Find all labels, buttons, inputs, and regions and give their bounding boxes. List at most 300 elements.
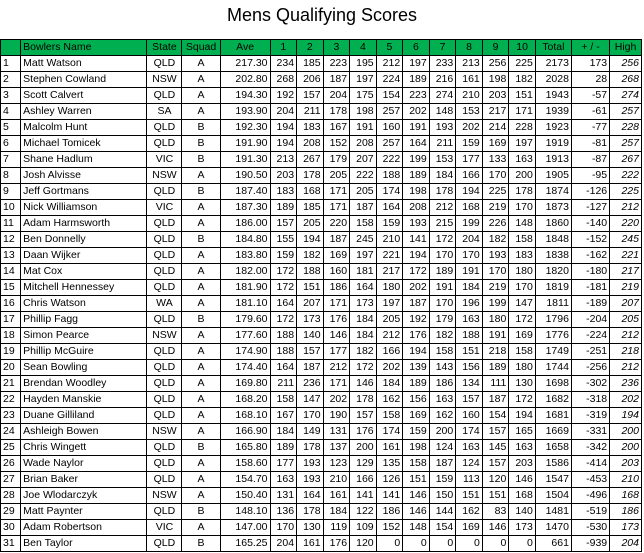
cell-state: QLD <box>147 280 182 296</box>
cell-plus-minus: -414 <box>571 456 609 472</box>
cell-game-3: 171 <box>323 200 350 216</box>
cell-average: 194.30 <box>220 88 270 104</box>
cell-game-5: 174 <box>376 184 403 200</box>
cell-plus-minus: -61 <box>571 104 609 120</box>
cell-game-10: 197 <box>509 136 536 152</box>
cell-game-7: 216 <box>429 72 456 88</box>
cell-average: 174.40 <box>220 360 270 376</box>
cell-game-4: 187 <box>350 200 377 216</box>
cell-game-7: 148 <box>429 104 456 120</box>
cell-plus-minus: -189 <box>571 296 609 312</box>
table-row <box>1 488 642 504</box>
cell-game-5: 224 <box>376 72 403 88</box>
cell-game-6: 202 <box>403 280 430 296</box>
cell-game-2: 173 <box>297 312 324 328</box>
cell-rank: 13 <box>1 248 21 264</box>
cell-game-9: 225 <box>482 184 509 200</box>
cell-average: 184.80 <box>220 232 270 248</box>
cell-rank: 21 <box>1 376 21 392</box>
cell-game-7: 212 <box>429 200 456 216</box>
table-row <box>1 168 642 184</box>
column-header-game-3: 3 <box>323 40 350 56</box>
cell-game-1: 136 <box>270 504 297 520</box>
cell-state: QLD <box>147 120 182 136</box>
cell-squad: A <box>182 264 220 280</box>
cell-bowlers-name: Brendan Woodley <box>21 376 147 392</box>
cell-game-8: 113 <box>456 472 483 488</box>
cell-game-1: 164 <box>270 296 297 312</box>
cell-high: 204 <box>610 536 642 552</box>
cell-game-2: 130 <box>297 520 324 536</box>
cell-average: 158.60 <box>220 456 270 472</box>
cell-high: 200 <box>610 440 642 456</box>
cell-game-6: 189 <box>403 376 430 392</box>
column-header-state: State <box>147 40 182 56</box>
cell-high: 212 <box>610 328 642 344</box>
cell-total: 1939 <box>535 104 571 120</box>
cell-state: QLD <box>147 472 182 488</box>
cell-game-9: 203 <box>482 88 509 104</box>
cell-average: 191.30 <box>220 152 270 168</box>
table-row <box>1 536 642 552</box>
cell-game-3: 131 <box>323 424 350 440</box>
cell-rank: 9 <box>1 184 21 200</box>
cell-game-1: 194 <box>270 120 297 136</box>
cell-game-8: 204 <box>456 232 483 248</box>
cell-total: 1919 <box>535 136 571 152</box>
cell-plus-minus: -530 <box>571 520 609 536</box>
cell-total: 1874 <box>535 184 571 200</box>
cell-game-3: 186 <box>323 280 350 296</box>
cell-average: 168.10 <box>220 408 270 424</box>
column-header-game-4: 4 <box>350 40 377 56</box>
cell-rank: 18 <box>1 328 21 344</box>
cell-high: 225 <box>610 184 642 200</box>
cell-game-4: 173 <box>350 296 377 312</box>
cell-rank: 30 <box>1 520 21 536</box>
cell-game-6: 139 <box>403 360 430 376</box>
cell-game-9: 189 <box>482 360 509 376</box>
cell-high: 200 <box>610 424 642 440</box>
cell-average: 166.90 <box>220 424 270 440</box>
cell-game-4: 172 <box>350 360 377 376</box>
cell-game-7: 274 <box>429 88 456 104</box>
cell-squad: B <box>182 232 220 248</box>
cell-rank: 7 <box>1 152 21 168</box>
cell-bowlers-name: Simon Pearce <box>21 328 147 344</box>
column-header-bowlers-name: Bowlers Name <box>21 40 147 56</box>
cell-game-9: 146 <box>482 520 509 536</box>
cell-game-10: 194 <box>509 408 536 424</box>
cell-game-6: 159 <box>403 424 430 440</box>
cell-game-2: 185 <box>297 200 324 216</box>
cell-game-2: 157 <box>297 88 324 104</box>
cell-game-2: 205 <box>297 216 324 232</box>
cell-game-3: 184 <box>323 504 350 520</box>
cell-game-1: 131 <box>270 488 297 504</box>
cell-game-7: 200 <box>429 424 456 440</box>
cell-total: 1819 <box>535 280 571 296</box>
cell-game-7: 162 <box>429 408 456 424</box>
cell-game-6: 189 <box>403 168 430 184</box>
column-header-game-9: 9 <box>482 40 509 56</box>
cell-state: QLD <box>147 136 182 152</box>
cell-game-1: 204 <box>270 104 297 120</box>
cell-rank: 14 <box>1 264 21 280</box>
cell-average: 181.10 <box>220 296 270 312</box>
cell-game-7: 187 <box>429 456 456 472</box>
cell-game-7: 0 <box>429 536 456 552</box>
cell-game-2: 188 <box>297 264 324 280</box>
cell-game-6: 0 <box>403 536 430 552</box>
cell-game-10: 168 <box>509 488 536 504</box>
cell-game-6: 156 <box>403 392 430 408</box>
cell-game-1: 157 <box>270 216 297 232</box>
cell-total: 1470 <box>535 520 571 536</box>
cell-game-7: 184 <box>429 168 456 184</box>
cell-game-9: 191 <box>482 328 509 344</box>
cell-game-3: 210 <box>323 472 350 488</box>
cell-game-9: 256 <box>482 56 509 72</box>
cell-game-2: 161 <box>297 536 324 552</box>
cell-state: QLD <box>147 360 182 376</box>
cell-game-1: 189 <box>270 440 297 456</box>
cell-game-3: 187 <box>323 232 350 248</box>
cell-game-10: 172 <box>509 312 536 328</box>
cell-game-4: 207 <box>350 152 377 168</box>
cell-game-6: 194 <box>403 344 430 360</box>
cell-average: 217.30 <box>220 56 270 72</box>
cell-game-8: 166 <box>456 168 483 184</box>
cell-rank: 11 <box>1 216 21 232</box>
cell-average: 191.90 <box>220 136 270 152</box>
cell-game-5: 166 <box>376 344 403 360</box>
cell-bowlers-name: Shane Hadlum <box>21 152 147 168</box>
cell-total: 1943 <box>535 88 571 104</box>
cell-bowlers-name: Michael Tomicek <box>21 136 147 152</box>
cell-total: 1744 <box>535 360 571 376</box>
cell-game-2: 193 <box>297 472 324 488</box>
cell-game-5: 174 <box>376 424 403 440</box>
cell-game-4: 141 <box>350 488 377 504</box>
cell-total: 1669 <box>535 424 571 440</box>
cell-bowlers-name: Matt Watson <box>21 56 147 72</box>
table-row <box>1 104 642 120</box>
cell-high: 256 <box>610 56 642 72</box>
cell-total: 1860 <box>535 216 571 232</box>
cell-average: 169.80 <box>220 376 270 392</box>
cell-squad: B <box>182 136 220 152</box>
cell-game-5: 205 <box>376 312 403 328</box>
cell-game-1: 204 <box>270 536 297 552</box>
table-row <box>1 328 642 344</box>
cell-squad: A <box>182 216 220 232</box>
cell-squad: A <box>182 168 220 184</box>
cell-game-8: 170 <box>456 248 483 264</box>
cell-bowlers-name: Wade Naylor <box>21 456 147 472</box>
cell-total: 1481 <box>535 504 571 520</box>
cell-plus-minus: 28 <box>571 72 609 88</box>
cell-game-2: 194 <box>297 232 324 248</box>
cell-bowlers-name: Phillip Fagg <box>21 312 147 328</box>
cell-bowlers-name: Malcolm Hunt <box>21 120 147 136</box>
cell-game-5: 160 <box>376 120 403 136</box>
cell-squad: A <box>182 104 220 120</box>
cell-rank: 16 <box>1 296 21 312</box>
cell-game-4: 120 <box>350 536 377 552</box>
cell-game-7: 193 <box>429 120 456 136</box>
cell-game-10: 203 <box>509 456 536 472</box>
cell-game-1: 203 <box>270 168 297 184</box>
cell-average: 187.30 <box>220 200 270 216</box>
cell-total: 1923 <box>535 120 571 136</box>
cell-game-10: 228 <box>509 120 536 136</box>
cell-game-8: 196 <box>456 296 483 312</box>
cell-game-8: 184 <box>456 280 483 296</box>
cell-high: 228 <box>610 120 642 136</box>
cell-game-7: 163 <box>429 392 456 408</box>
page-title: Mens Qualifying Scores <box>226 5 418 25</box>
cell-game-3: 171 <box>323 376 350 392</box>
column-header-game-5: 5 <box>376 40 403 56</box>
table-row <box>1 200 642 216</box>
cell-average: 186.00 <box>220 216 270 232</box>
cell-game-4: 197 <box>350 72 377 88</box>
cell-game-4: 205 <box>350 184 377 200</box>
cell-rank: 27 <box>1 472 21 488</box>
cell-state: QLD <box>147 536 182 552</box>
table-row <box>1 88 642 104</box>
cell-game-2: 206 <box>297 72 324 88</box>
cell-game-9: 170 <box>482 168 509 184</box>
cell-game-6: 198 <box>403 184 430 200</box>
cell-game-7: 189 <box>429 264 456 280</box>
cell-state: VIC <box>147 520 182 536</box>
table-row <box>1 56 642 72</box>
cell-game-4: 157 <box>350 408 377 424</box>
cell-game-9: 218 <box>482 344 509 360</box>
cell-game-3: 137 <box>323 440 350 456</box>
column-header-game-7: 7 <box>429 40 456 56</box>
cell-total: 1848 <box>535 232 571 248</box>
cell-game-2: 140 <box>297 328 324 344</box>
cell-game-10: 200 <box>509 168 536 184</box>
cell-game-4: 200 <box>350 440 377 456</box>
cell-squad: A <box>182 376 220 392</box>
cell-game-8: 213 <box>456 56 483 72</box>
cell-game-1: 189 <box>270 200 297 216</box>
cell-game-4: 158 <box>350 216 377 232</box>
cell-state: QLD <box>147 88 182 104</box>
table-row <box>1 136 642 152</box>
cell-game-4: 222 <box>350 168 377 184</box>
cell-squad: B <box>182 440 220 456</box>
cell-state: VIC <box>147 200 182 216</box>
cell-game-7: 170 <box>429 296 456 312</box>
cell-average: 165.80 <box>220 440 270 456</box>
cell-game-10: 182 <box>509 72 536 88</box>
table-row <box>1 296 642 312</box>
cell-game-5: 197 <box>376 296 403 312</box>
cell-plus-minus: -204 <box>571 312 609 328</box>
cell-game-8: 156 <box>456 360 483 376</box>
cell-game-9: 226 <box>482 216 509 232</box>
cell-squad: A <box>182 200 220 216</box>
cell-average: 183.80 <box>220 248 270 264</box>
table-row <box>1 472 642 488</box>
cell-average: 147.00 <box>220 520 270 536</box>
table-row <box>1 504 642 520</box>
cell-total: 1796 <box>535 312 571 328</box>
table-row <box>1 440 642 456</box>
cell-rank: 15 <box>1 280 21 296</box>
cell-average: 202.80 <box>220 72 270 88</box>
cell-game-4: 109 <box>350 520 377 536</box>
cell-game-4: 245 <box>350 232 377 248</box>
cell-squad: A <box>182 88 220 104</box>
cell-game-6: 187 <box>403 296 430 312</box>
cell-game-9: 169 <box>482 136 509 152</box>
cell-bowlers-name: Mat Cox <box>21 264 147 280</box>
cell-game-1: 183 <box>270 184 297 200</box>
cell-game-5: 180 <box>376 280 403 296</box>
cell-rank: 20 <box>1 360 21 376</box>
cell-total: 1811 <box>535 296 571 312</box>
qualifying-scores-table <box>0 39 642 552</box>
cell-average: 181.90 <box>220 280 270 296</box>
cell-game-10: 151 <box>509 88 536 104</box>
cell-state: NSW <box>147 488 182 504</box>
cell-game-9: 193 <box>482 248 509 264</box>
cell-high: 186 <box>610 504 642 520</box>
cell-game-9: 170 <box>482 264 509 280</box>
cell-game-4: 191 <box>350 120 377 136</box>
cell-game-2: 182 <box>297 248 324 264</box>
cell-plus-minus: -181 <box>571 280 609 296</box>
cell-game-1: 184 <box>270 424 297 440</box>
cell-game-10: 165 <box>509 424 536 440</box>
cell-total: 1658 <box>535 440 571 456</box>
cell-game-7: 170 <box>429 248 456 264</box>
cell-game-5: 0 <box>376 536 403 552</box>
cell-game-10: 171 <box>509 104 536 120</box>
cell-game-2: 187 <box>297 360 324 376</box>
cell-game-1: 167 <box>270 408 297 424</box>
table-row <box>1 520 642 536</box>
cell-game-2: 157 <box>297 344 324 360</box>
cell-game-3: 119 <box>323 520 350 536</box>
cell-rank: 31 <box>1 536 21 552</box>
cell-rank: 5 <box>1 120 21 136</box>
cell-game-5: 217 <box>376 264 403 280</box>
cell-high: 267 <box>610 152 642 168</box>
cell-game-5: 126 <box>376 472 403 488</box>
cell-plus-minus: -95 <box>571 168 609 184</box>
table-row <box>1 360 642 376</box>
cell-game-8: 161 <box>456 72 483 88</box>
cell-game-7: 215 <box>429 216 456 232</box>
cell-game-5: 221 <box>376 248 403 264</box>
cell-game-3: 176 <box>323 312 350 328</box>
cell-squad: A <box>182 392 220 408</box>
cell-game-8: 163 <box>456 440 483 456</box>
cell-game-1: 213 <box>270 152 297 168</box>
cell-game-10: 170 <box>509 280 536 296</box>
cell-game-6: 146 <box>403 504 430 520</box>
cell-game-3: 202 <box>323 392 350 408</box>
cell-state: QLD <box>147 504 182 520</box>
cell-game-9: 219 <box>482 200 509 216</box>
cell-rank: 23 <box>1 408 21 424</box>
table-row <box>1 280 642 296</box>
cell-state: QLD <box>147 184 182 200</box>
cell-plus-minus: -496 <box>571 488 609 504</box>
cell-high: 245 <box>610 232 642 248</box>
cell-game-8: 194 <box>456 184 483 200</box>
cell-average: 165.25 <box>220 536 270 552</box>
cell-game-3: 190 <box>323 408 350 424</box>
cell-rank: 19 <box>1 344 21 360</box>
cell-game-8: 168 <box>456 200 483 216</box>
cell-game-2: 178 <box>297 168 324 184</box>
cell-total: 1873 <box>535 200 571 216</box>
cell-game-4: 164 <box>350 280 377 296</box>
cell-average: 174.90 <box>220 344 270 360</box>
cell-game-8: 163 <box>456 312 483 328</box>
cell-state: QLD <box>147 456 182 472</box>
cell-bowlers-name: Chris Watson <box>21 296 147 312</box>
cell-plus-minus: -152 <box>571 232 609 248</box>
cell-high: 218 <box>610 344 642 360</box>
cell-game-4: 122 <box>350 504 377 520</box>
column-header-game-2: 2 <box>297 40 324 56</box>
cell-game-7: 159 <box>429 472 456 488</box>
cell-squad: A <box>182 520 220 536</box>
cell-bowlers-name: Nick Williamson <box>21 200 147 216</box>
cell-game-6: 146 <box>403 488 430 504</box>
cell-bowlers-name: Mitchell Hennessey <box>21 280 147 296</box>
cell-high: 207 <box>610 296 642 312</box>
cell-game-10: 170 <box>509 200 536 216</box>
cell-game-3: 205 <box>323 168 350 184</box>
cell-plus-minus: -256 <box>571 360 609 376</box>
cell-game-9: 0 <box>482 536 509 552</box>
cell-rank: 6 <box>1 136 21 152</box>
table-body <box>1 56 642 552</box>
cell-high: 205 <box>610 312 642 328</box>
cell-game-1: 172 <box>270 312 297 328</box>
cell-game-4: 195 <box>350 56 377 72</box>
cell-squad: A <box>182 456 220 472</box>
cell-game-5: 257 <box>376 136 403 152</box>
cell-game-4: 182 <box>350 344 377 360</box>
cell-total: 1749 <box>535 344 571 360</box>
cell-game-7: 143 <box>429 360 456 376</box>
cell-high: 210 <box>610 472 642 488</box>
cell-rank: 26 <box>1 456 21 472</box>
cell-bowlers-name: Ben Taylor <box>21 536 147 552</box>
cell-game-4: 129 <box>350 456 377 472</box>
cell-bowlers-name: Adam Harmsworth <box>21 216 147 232</box>
cell-plus-minus: -77 <box>571 120 609 136</box>
cell-average: 150.40 <box>220 488 270 504</box>
cell-high: 219 <box>610 280 642 296</box>
cell-high: 220 <box>610 216 642 232</box>
cell-squad: B <box>182 312 220 328</box>
cell-game-5: 141 <box>376 488 403 504</box>
cell-high: 212 <box>610 360 642 376</box>
cell-average: 168.20 <box>220 392 270 408</box>
